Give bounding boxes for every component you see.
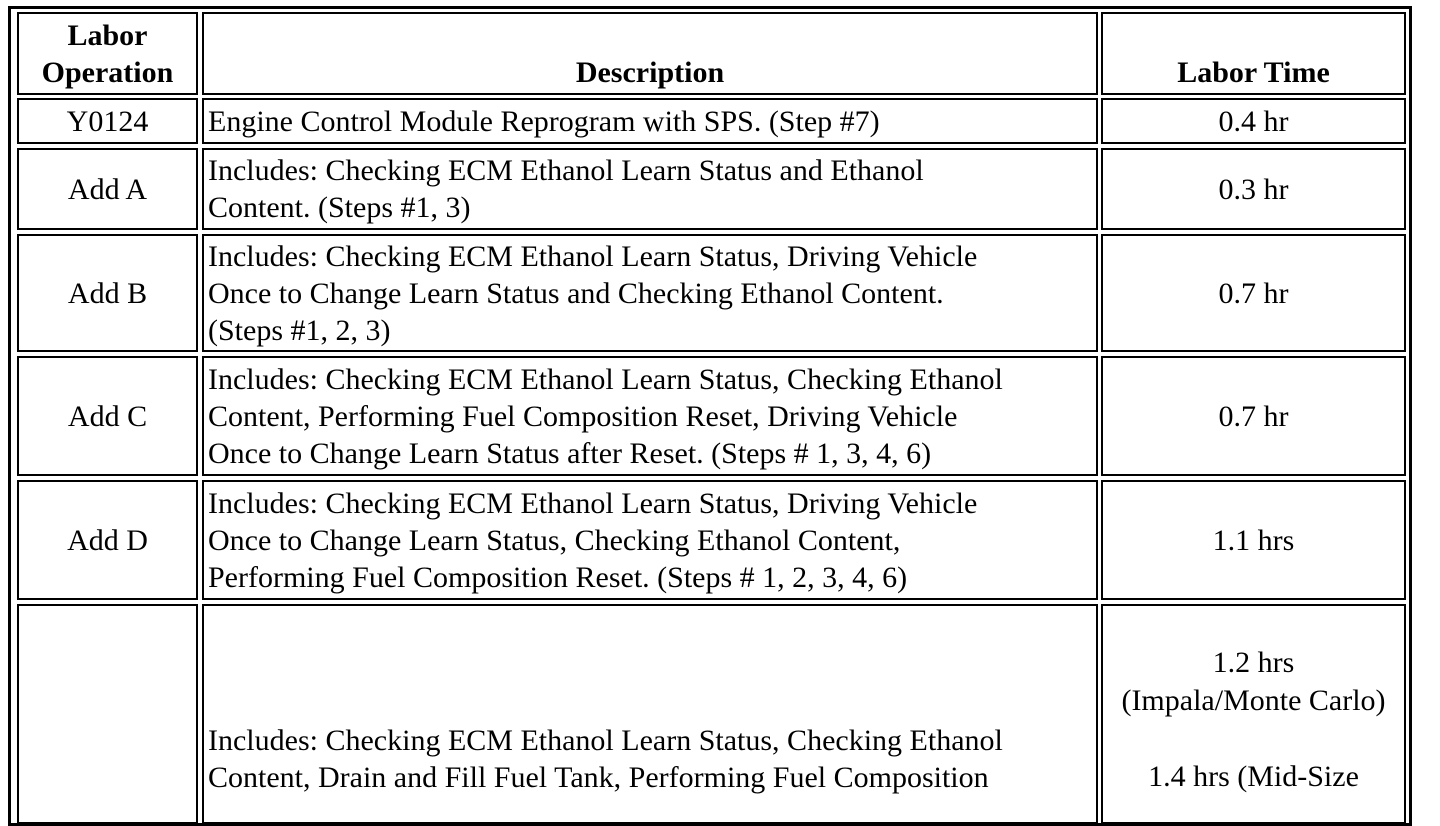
labor-time: 0.7 hr xyxy=(1218,276,1289,310)
op-cell-add-b xyxy=(17,234,198,352)
desc-cell-row6 xyxy=(202,604,1098,824)
op-code: Add D xyxy=(67,523,148,557)
desc-line: Content, Drain and Fill Fuel Tank, Performing Fuel Composition xyxy=(208,761,989,794)
desc-line: Content. (Steps #1, 3) xyxy=(208,191,471,224)
time-cell-add-a xyxy=(1101,148,1406,230)
time-cell-add-c xyxy=(1101,356,1406,476)
desc-line: Once to Change Learn Status after Reset. (Steps # 1, 3, 4, 6) xyxy=(208,436,932,470)
desc-line: Includes: Checking ECM Ethanol Learn Status, Driving Vehicle xyxy=(208,486,978,520)
desc-cell-add-a xyxy=(202,148,1098,230)
desc-line: (Steps #1, 2, 3) xyxy=(208,313,391,347)
desc-line: Once to Change Learn Status and Checking Ethanol Content. xyxy=(208,276,944,310)
desc-line: Engine Control Module Reprogram with SPS. (Step #7) xyxy=(208,104,880,138)
time-cell-y0124 xyxy=(1101,98,1406,144)
header-labor-operation xyxy=(17,12,198,95)
op-cell-y0124 xyxy=(17,98,198,144)
labor-time: 0.4 hr xyxy=(1218,104,1289,138)
header-labor-time xyxy=(1101,12,1406,95)
labor-time: 1.1 hrs xyxy=(1212,523,1295,557)
time-cell-row6 xyxy=(1101,604,1406,824)
header-description xyxy=(202,12,1098,95)
op-code: Add C xyxy=(67,399,148,433)
desc-line: Includes: Checking ECM Ethanol Learn Status, Checking Ethanol xyxy=(208,362,1003,396)
time-cell-add-b xyxy=(1101,234,1406,352)
desc-cell-add-d xyxy=(202,480,1098,600)
op-cell-row6 xyxy=(17,604,198,824)
op-cell-add-d xyxy=(17,480,198,600)
desc-cell-add-b xyxy=(202,234,1098,352)
labor-time-line: 1.2 hrs xyxy=(1212,646,1295,679)
desc-line: Performing Fuel Composition Reset. (Steps # 1, 2, 3, 4, 6) xyxy=(208,560,908,594)
labor-time: 0.3 hr xyxy=(1218,172,1289,206)
header-labor-time-label: Labor Time xyxy=(1177,56,1330,89)
desc-line: Once to Change Learn Status, Checking Ethanol Content, xyxy=(208,523,901,557)
header-labor-operation-line2: Operation xyxy=(41,55,174,89)
desc-cell-y0124 xyxy=(202,98,1098,144)
labor-time-line: 1.4 hrs (Mid-Size xyxy=(1148,760,1359,793)
op-cell-add-a xyxy=(17,148,198,230)
op-cell-add-c xyxy=(17,356,198,476)
desc-line: Includes: Checking ECM Ethanol Learn Status, Driving Vehicle xyxy=(208,239,978,273)
op-code: Add B xyxy=(67,276,148,310)
time-cell-add-d xyxy=(1101,480,1406,600)
header-labor-operation-line1: Labor xyxy=(67,18,148,52)
op-code: Y0124 xyxy=(66,104,149,138)
op-code: Add A xyxy=(67,172,148,206)
labor-time-line: (Impala/Monte Carlo) xyxy=(1121,684,1386,717)
desc-cell-add-c xyxy=(202,356,1098,476)
desc-line: Content, Performing Fuel Composition Reset, Driving Vehicle xyxy=(208,399,958,433)
desc-line: Includes: Checking ECM Ethanol Learn Status and Ethanol xyxy=(208,154,924,187)
labor-time: 0.7 hr xyxy=(1218,399,1289,433)
header-description-label: Description xyxy=(575,56,725,89)
desc-line: Includes: Checking ECM Ethanol Learn Status, Checking Ethanol xyxy=(208,724,1003,757)
